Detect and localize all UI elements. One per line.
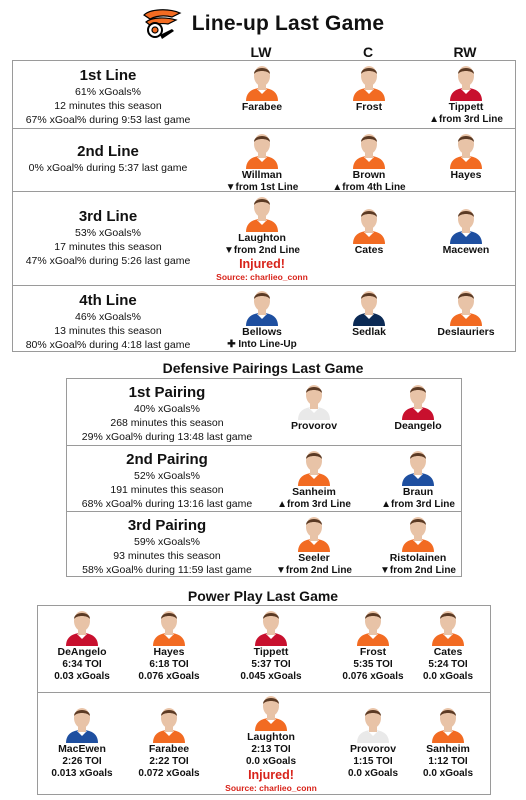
player-headshot: [400, 448, 436, 486]
player-xgoals: 0.072 xGoals: [138, 768, 200, 779]
headshot-icon: [244, 288, 280, 326]
pairing-stat: 40% xGoals%: [134, 403, 200, 415]
pairing-row: [67, 511, 461, 576]
player-card: [363, 514, 473, 577]
player-toi: 1:15 TOI: [353, 756, 393, 767]
headshot-icon: [448, 63, 484, 101]
player-card: [411, 288, 521, 339]
player-toi: 6:18 TOI: [149, 659, 189, 670]
player-xgoals: 0.0 xGoals: [245, 756, 297, 767]
pairing-stat: 59% xGoals%: [134, 536, 200, 548]
pairing-info: [67, 384, 267, 444]
player-card: [393, 705, 503, 780]
player-card: [216, 608, 326, 683]
headshot-icon: [253, 693, 289, 731]
line-stat: 47% xGoal% during 5:26 last game: [25, 255, 191, 267]
player-headshot: [351, 63, 387, 101]
pairing-name: 3rd Pairing: [127, 517, 207, 534]
player-card: [314, 288, 424, 339]
injured-label: Injured!: [239, 257, 285, 271]
pairing-row: [67, 379, 461, 445]
headshot-icon: [400, 382, 436, 420]
player-name: Cates: [433, 646, 463, 658]
line-stat: 12 minutes this season: [54, 100, 162, 112]
player-name: Provorov: [349, 743, 397, 755]
player-headshot: [448, 288, 484, 326]
player-headshot: [64, 608, 100, 646]
player-name: Sedlak: [352, 326, 386, 338]
headshot-icon: [351, 288, 387, 326]
player-xgoals: 0.0 xGoals: [347, 768, 399, 779]
power-play-table: [37, 605, 491, 795]
player-name: Frost: [355, 101, 383, 113]
player-card: [259, 448, 369, 511]
player-headshot: [351, 288, 387, 326]
line-stat: 17 minutes this season: [54, 241, 162, 253]
player-xgoals: 0.013 xGoals: [51, 768, 113, 779]
player-xgoals: 0.076 xGoals: [138, 671, 200, 682]
player-name: Provorov: [290, 420, 338, 432]
player-headshot: [296, 382, 332, 420]
player-card: [411, 63, 521, 126]
player-card: [114, 705, 224, 780]
line-name: 4th Line: [79, 292, 137, 309]
player-toi: 5:35 TOI: [353, 659, 393, 670]
player-card: [411, 131, 521, 182]
player-headshot: [244, 194, 280, 232]
pairing-stat: 68% xGoal% during 13:16 last game: [81, 498, 253, 510]
player-note: ✚ Into Line-Up: [227, 339, 297, 350]
player-note: ▲from 4th Line: [332, 182, 406, 193]
line-name: 3rd Line: [78, 208, 138, 225]
player-headshot: [151, 705, 187, 743]
player-note: ▼from 2nd Line: [379, 565, 456, 576]
player-toi: 5:24 TOI: [428, 659, 468, 670]
player-card: [314, 206, 424, 257]
player-headshot: [448, 206, 484, 244]
power-play-row: [38, 692, 490, 794]
player-card: [363, 382, 473, 433]
player-headshot: [355, 608, 391, 646]
player-card: [207, 131, 317, 194]
player-headshot: [430, 705, 466, 743]
player-headshot: [296, 448, 332, 486]
headshot-icon: [244, 63, 280, 101]
player-toi: 2:13 TOI: [251, 744, 291, 755]
player-note: ▼from 2nd Line: [275, 565, 352, 576]
player-name: Frost: [359, 646, 387, 658]
line-info: [13, 292, 203, 352]
line-stat: 46% xGoals%: [75, 311, 141, 323]
line-stat: 61% xGoals%: [75, 86, 141, 98]
player-card: [259, 382, 369, 433]
power-play-section-title: Power Play Last Game: [187, 588, 339, 604]
column-header-lw: LW: [250, 44, 272, 60]
player-toi: 2:26 TOI: [62, 756, 102, 767]
pairing-info: [67, 517, 267, 577]
player-xgoals: 0.045 xGoals: [240, 671, 302, 682]
player-headshot: [64, 705, 100, 743]
player-name: Sanheim: [426, 743, 470, 755]
player-note: ▲from 3rd Line: [381, 499, 455, 510]
line-stat: 13 minutes this season: [54, 325, 162, 337]
page-header: [0, 6, 526, 42]
player-name: Tippett: [253, 646, 289, 658]
line-stat: 80% xGoal% during 4:18 last game: [25, 339, 191, 351]
line-stat: 53% xGoals%: [75, 227, 141, 239]
pairing-stat: 191 minutes this season: [110, 484, 224, 496]
player-headshot: [351, 131, 387, 169]
flyers-logo-icon: [142, 7, 182, 41]
player-name: Braun: [402, 486, 434, 498]
player-toi: 2:22 TOI: [149, 756, 189, 767]
column-header-c: C: [362, 44, 374, 60]
pairing-stat: 52% xGoals%: [134, 470, 200, 482]
headshot-icon: [244, 131, 280, 169]
headshot-icon: [296, 448, 332, 486]
player-xgoals: 0.076 xGoals: [342, 671, 404, 682]
player-headshot: [448, 131, 484, 169]
line-row: [13, 61, 515, 128]
pairing-stat: 58% xGoal% during 11:59 last game: [82, 564, 252, 576]
headshot-icon: [448, 288, 484, 326]
defense-section-title: Defensive Pairings Last Game: [162, 360, 364, 376]
line-stat: 67% xGoal% during 9:53 last game: [25, 114, 191, 126]
player-headshot: [351, 206, 387, 244]
column-header-rw: RW: [453, 44, 477, 60]
player-card: [259, 514, 369, 577]
player-name: Sanheim: [292, 486, 336, 498]
pairing-info: [67, 451, 267, 511]
player-card: [207, 194, 317, 282]
player-headshot: [253, 693, 289, 731]
player-card: [207, 63, 317, 114]
player-name: Tippett: [448, 101, 484, 113]
player-name: Seeler: [298, 552, 330, 564]
line-row: [13, 128, 515, 191]
headshot-icon: [253, 608, 289, 646]
player-headshot: [400, 382, 436, 420]
player-toi: 1:12 TOI: [428, 756, 468, 767]
player-name: Brown: [352, 169, 386, 181]
player-card: [216, 693, 326, 793]
headshot-icon: [355, 705, 391, 743]
player-headshot: [355, 705, 391, 743]
player-card: [207, 288, 317, 351]
headshot-icon: [448, 131, 484, 169]
player-name: Farabee: [148, 743, 190, 755]
player-toi: 5:37 TOI: [251, 659, 291, 670]
headshot-icon: [400, 514, 436, 552]
page-title: Line-up Last Game: [191, 12, 385, 35]
line-row: [13, 191, 515, 285]
player-card: [114, 608, 224, 683]
line-name: 2nd Line: [77, 143, 139, 160]
line-stat: 0% xGoal% during 5:37 last game: [28, 162, 188, 174]
player-xgoals: 0.0 xGoals: [422, 768, 474, 779]
player-name: Deangelo: [394, 420, 442, 432]
player-name: Laughton: [247, 731, 295, 743]
headshot-icon: [351, 63, 387, 101]
headshot-icon: [296, 514, 332, 552]
player-note: ▲from 3rd Line: [277, 499, 351, 510]
player-headshot: [448, 63, 484, 101]
player-note: ▲from 3rd Line: [429, 114, 503, 125]
line-name: 1st Line: [79, 67, 137, 84]
player-note: ▼from 2nd Line: [223, 245, 300, 256]
player-name: Deslauriers: [437, 326, 495, 338]
player-name: Hayes: [153, 646, 185, 658]
line-info: [13, 208, 203, 268]
player-name: Laughton: [238, 232, 286, 244]
player-card: [363, 448, 473, 511]
forward-lines-table: [12, 60, 516, 352]
line-info: [13, 143, 203, 175]
player-headshot: [430, 608, 466, 646]
pairing-row: [67, 445, 461, 511]
player-card: [314, 131, 424, 194]
headshot-icon: [430, 608, 466, 646]
player-headshot: [151, 608, 187, 646]
player-name: Cates: [354, 244, 384, 256]
pairing-stat: 93 minutes this season: [113, 550, 221, 562]
player-name: Farabee: [241, 101, 283, 113]
headshot-icon: [355, 608, 391, 646]
source-label: Source: charlieo_conn: [225, 783, 317, 793]
player-headshot: [244, 63, 280, 101]
headshot-icon: [351, 206, 387, 244]
pairing-stat: 268 minutes this season: [110, 417, 224, 429]
player-headshot: [296, 514, 332, 552]
pairing-name: 2nd Pairing: [126, 451, 208, 468]
headshot-icon: [244, 194, 280, 232]
headshot-icon: [151, 608, 187, 646]
player-name: Hayes: [450, 169, 482, 181]
player-xgoals: 0.0 xGoals: [422, 671, 474, 682]
player-headshot: [244, 131, 280, 169]
player-note: ▼from 1st Line: [225, 182, 299, 193]
player-name: Willman: [241, 169, 283, 181]
player-name: Ristolainen: [389, 552, 447, 564]
headshot-icon: [400, 448, 436, 486]
player-card: [393, 608, 503, 683]
headshot-icon: [296, 382, 332, 420]
pairing-name: 1st Pairing: [128, 384, 206, 401]
player-headshot: [400, 514, 436, 552]
headshot-icon: [448, 206, 484, 244]
line-info: [13, 67, 203, 127]
headshot-icon: [351, 131, 387, 169]
player-name: Macewen: [442, 244, 490, 256]
player-toi: 6:34 TOI: [62, 659, 102, 670]
headshot-icon: [64, 705, 100, 743]
player-card: [314, 63, 424, 114]
player-card: [411, 206, 521, 257]
player-xgoals: 0.03 xGoals: [54, 671, 110, 682]
injured-label: Injured!: [248, 768, 294, 782]
pairing-stat: 29% xGoal% during 13:48 last game: [81, 431, 253, 443]
player-headshot: [244, 288, 280, 326]
player-name: MacEwen: [58, 743, 106, 755]
headshot-icon: [430, 705, 466, 743]
headshot-icon: [64, 608, 100, 646]
power-play-row: [38, 606, 490, 692]
headshot-icon: [151, 705, 187, 743]
defense-pairings-table: [66, 378, 462, 577]
player-headshot: [253, 608, 289, 646]
player-name: DeAngelo: [57, 646, 107, 658]
player-name: Bellows: [242, 326, 282, 338]
source-label: Source: charlieo_conn: [216, 272, 308, 282]
line-row: [13, 285, 515, 351]
